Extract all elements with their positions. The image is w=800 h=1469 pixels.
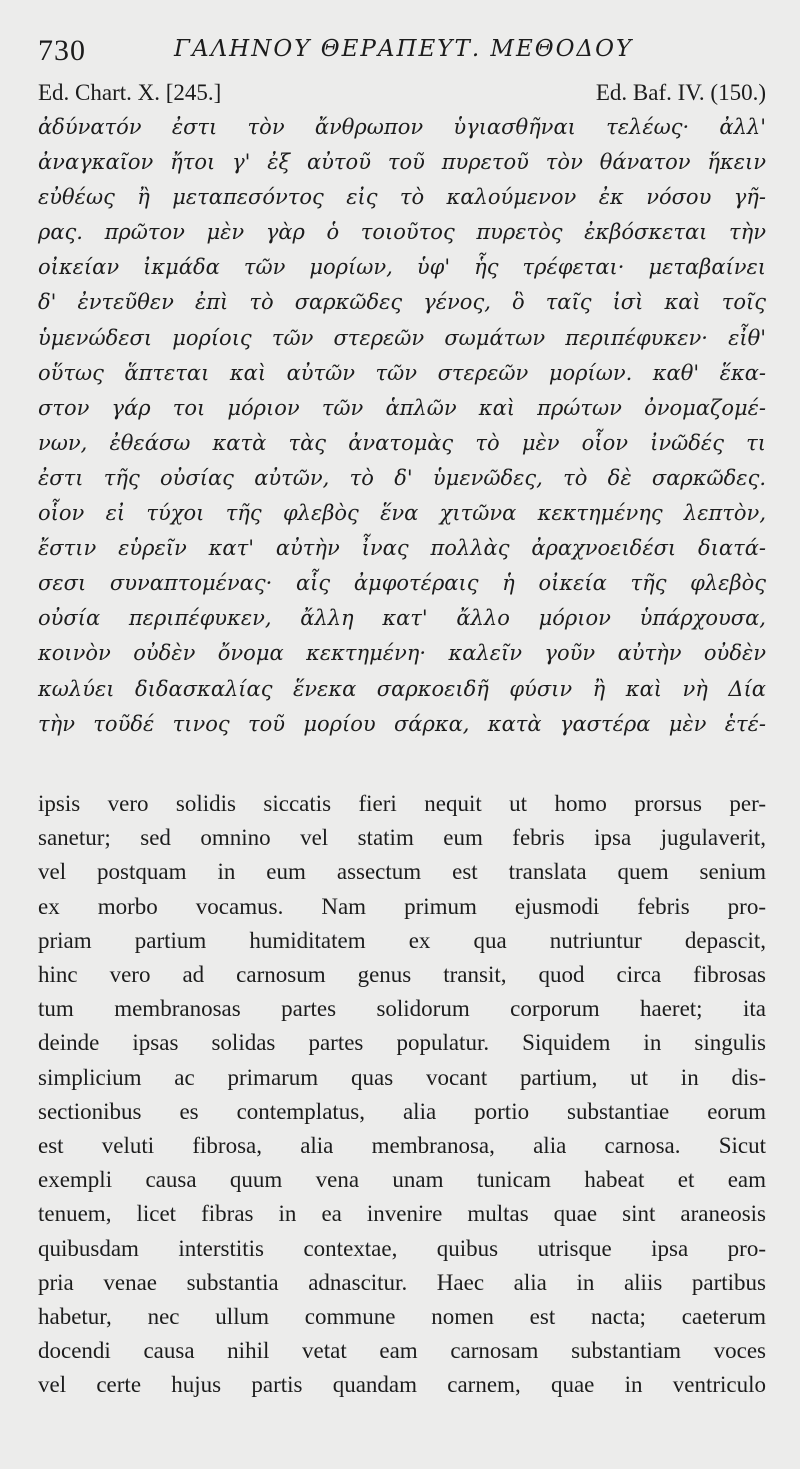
greek-text-line: σεσι συναπτομένας· αἷς ἀμφοτέραις ἡ οἰκεία τῆς φλεβὸς <box>38 571 766 596</box>
greek-text-line: στον γάρ τοι μόριον τῶν ἁπλῶν καὶ πρώτων ὀνομαζομέ- <box>38 395 766 420</box>
greek-text-line: εὐθέως ἢ μεταπεσόντος εἰς τὸ καλούμενον ἐκ νόσου γῆ- <box>38 185 766 210</box>
latin-text-line: ex morbo vocamus. Nam primum ejusmodi febris pro- <box>38 893 766 919</box>
edition-reference-left: Ed. Chart. X. [245.] <box>38 80 222 105</box>
greek-text-line: κοινὸν οὐδὲν ὄνομα κεκτημένη· καλεῖν γοῦν αὐτὴν οὐδὲν <box>38 641 766 666</box>
greek-text-line: ὑμενώδεσι μορίοις τῶν στερεῶν σωμάτων περιπέφυκεν· εἶθ' <box>38 325 766 350</box>
greek-text-line: οἰκείαν ἰκμάδα τῶν μορίων, ὑφ' ἧς τρέφεται· μεταβαίνει <box>38 255 766 280</box>
latin-text-line: quibusdam interstitis contextae, quibus utrisque ipsa pro- <box>38 1235 766 1261</box>
greek-text-line: ἐστι τῆς οὐσίας αὐτῶν, τὸ δ' ὑμενῶδες, τὸ δὲ σαρκῶδες. <box>38 465 766 490</box>
edition-line <box>38 80 766 108</box>
latin-text-line: vel certe hujus partis quandam carnem, quae in ventriculo <box>38 1372 766 1398</box>
latin-text-line: deinde ipsas solidas partes populatur. Siquidem in singulis <box>38 1030 766 1056</box>
latin-text-line: habetur, nec ullum commune nomen est nacta; caeterum <box>38 1304 766 1330</box>
running-head <box>38 28 766 68</box>
latin-text-line: vel postquam in eum assectum est translata quem senium <box>38 859 766 885</box>
latin-text-line: sectionibus es contemplatus, alia portio substantiae eorum <box>38 1098 766 1124</box>
latin-text-line: hinc vero ad carnosum genus transit, quod circa fibrosas <box>38 962 766 988</box>
greek-text-line: τὴν τοῦδέ τινος τοῦ μορίου σάρκα, κατὰ γαστέρα μὲν ἑτέ- <box>38 711 766 736</box>
latin-text-line: exempli causa quum vena unam tunicam habeat et eam <box>38 1167 766 1193</box>
greek-text-line: ἔστιν εὑρεῖν κατ' αὐτὴν ἶνας πολλὰς ἀραχνοειδέσι διατά- <box>38 536 766 561</box>
latin-text-line: docendi causa nihil vetat eam carnosam substantiam voces <box>38 1338 766 1364</box>
latin-text-line: ipsis vero solidis siccatis fieri nequit ut homo prorsus per- <box>38 791 766 816</box>
greek-text-line: οὐσία περιπέφυκεν, ἄλλη κατ' ἄλλο μόριον ὑπάρχουσα, <box>38 606 766 631</box>
latin-text-line: tenuem, licet fibras in ea invenire multas quae sint araneosis <box>38 1201 766 1227</box>
latin-text-line: tum membranosas partes solidorum corporum haeret; ita <box>38 996 766 1022</box>
running-title: ΓΑΛΗΝΟΥ ΘΕΡΑΠΕΥΤ. ΜΕΘΟΔΟΥ <box>174 36 634 62</box>
greek-text-line: νων, ἐθεάσω κατὰ τὰς ἀνατομὰς τὸ μὲν οἷον ἰνῶδές τι <box>38 430 766 455</box>
greek-text-line: ἀδύνατόν ἐστι τὸν ἄνθρωπον ὑγιασθῆναι τελέως· ἀλλ' <box>38 115 766 139</box>
edition-reference-right: Ed. Baf. IV. (150.) <box>595 80 766 105</box>
latin-text-line: est veluti fibrosa, alia membranosa, alia carnosa. Sicut <box>38 1133 766 1159</box>
greek-text-line: κωλύει διδασκαλίας ἕνεκα σαρκοειδῆ φύσιν ἢ καὶ νὴ Δία <box>38 676 766 701</box>
greek-text-line: οὕτως ἅπτεται καὶ αὐτῶν τῶν στερεῶν μορίων. καθ' ἕκα- <box>38 360 766 385</box>
greek-text-line: οἷον εἰ τύχοι τῆς φλεβὸς ἕνα χιτῶνα κεκτημένης λεπτὸν, <box>38 501 766 526</box>
latin-text-line: pria venae substantia adnascitur. Haec alia in aliis partibus <box>38 1269 766 1295</box>
greek-text <box>38 110 766 742</box>
greek-text-line: ρας. πρῶτον μὲν γὰρ ὁ τοιοῦτος πυρετὸς ἐκβόσκεται τὴν <box>38 220 766 245</box>
latin-translation <box>38 787 766 1403</box>
greek-text-line: δ' ἐντεῦθεν ἐπὶ τὸ σαρκῶδες γένος, ὃ ταῖς ἰσὶ καὶ τοῖς <box>38 290 766 315</box>
latin-text-line: simplicium ac primarum quas vocant partium, ut in dis- <box>38 1064 766 1090</box>
greek-text-line: ἀναγκαῖον ἤτοι γ' ἐξ αὐτοῦ τοῦ πυρετοῦ τὸν θάνατον ἥκειν <box>38 150 766 175</box>
latin-text-line: priam partium humiditatem ex qua nutriuntur depascit, <box>38 927 766 953</box>
page-number: 730 <box>38 34 86 67</box>
latin-text-line: sanetur; sed omnino vel statim eum febris ipsa jugulaverit, <box>38 825 766 851</box>
